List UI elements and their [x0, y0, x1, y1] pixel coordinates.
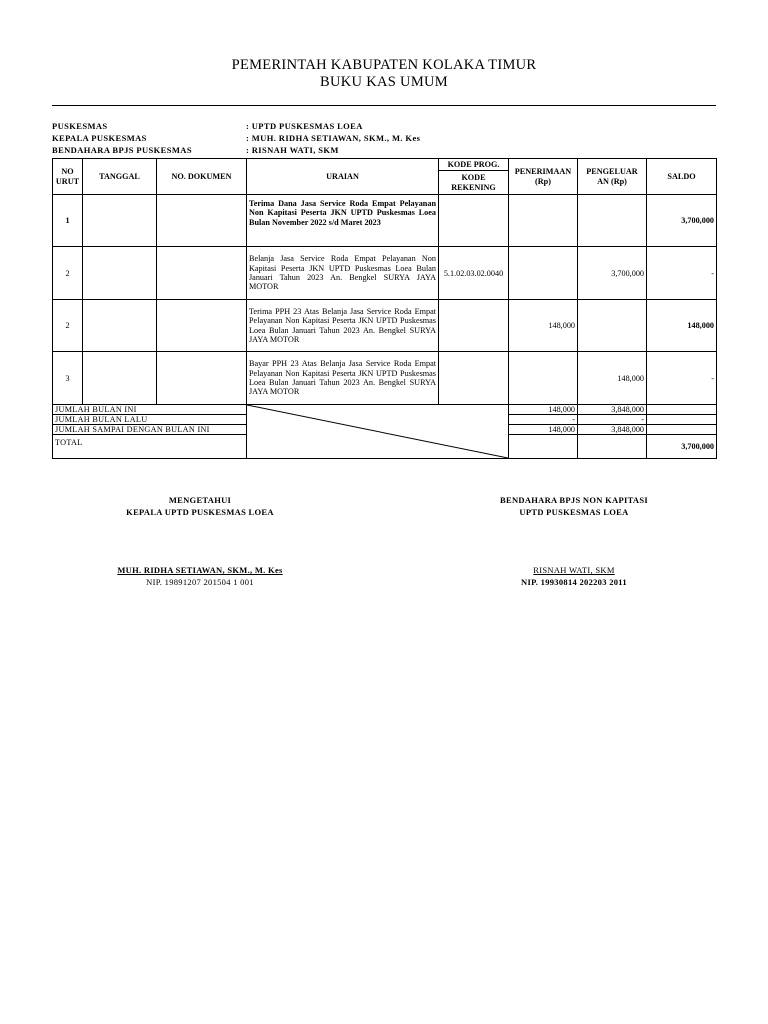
- cell-pengeluaran: [578, 195, 647, 247]
- summary-label: JUMLAH SAMPAI DENGAN BULAN INI: [53, 425, 247, 435]
- cell-tanggal: [83, 300, 157, 352]
- cell-no: 3: [53, 352, 83, 405]
- cell-pengeluaran: [578, 300, 647, 352]
- summary-saldo: 3,700,000: [647, 435, 717, 459]
- cell-kode: 5.1.02.03.02.0040: [439, 247, 509, 300]
- cell-kode: [439, 352, 509, 405]
- cell-dokumen: [157, 300, 247, 352]
- info-label: KEPALA PUSKESMAS: [52, 133, 147, 143]
- col-header-saldo: SALDO: [647, 159, 717, 195]
- summary-pengeluaran: [578, 435, 647, 459]
- cell-saldo: -: [647, 352, 717, 405]
- summary-penerimaan: -: [509, 415, 578, 425]
- diagonal-blank-cell: [247, 405, 509, 459]
- cell-dokumen: [157, 195, 247, 247]
- summary-pengeluaran: -: [578, 415, 647, 425]
- summary-label: JUMLAH BULAN LALU: [53, 415, 247, 425]
- diagonal-line: [247, 405, 508, 458]
- col-header-dokumen: NO. DOKUMEN: [157, 159, 247, 195]
- summary-label: TOTAL: [53, 435, 247, 459]
- col-header-penerimaan: PENERIMAAN (Rp): [509, 159, 578, 195]
- summary-penerimaan: 148,000: [509, 425, 578, 435]
- cell-penerimaan: 148,000: [509, 300, 578, 352]
- cell-penerimaan: [509, 247, 578, 300]
- cell-pengeluaran: 3,700,000: [578, 247, 647, 300]
- summary-row: [53, 405, 717, 415]
- info-label: BENDAHARA BPJS PUSKESMAS: [52, 145, 192, 155]
- col-header-no: NO URUT: [53, 159, 83, 195]
- sig-right-name: RISNAH WATI, SKM: [533, 565, 615, 575]
- table-row: [53, 247, 717, 300]
- col-header-tanggal: TANGGAL: [83, 159, 157, 195]
- government-title: PEMERINTAH KABUPATEN KOLAKA TIMUR: [231, 57, 537, 73]
- cell-dokumen: [157, 247, 247, 300]
- sig-right-line1: BENDAHARA BPJS NON KAPITASI: [500, 495, 648, 505]
- summary-pengeluaran: 3,848,000: [578, 425, 647, 435]
- cell-uraian: Terima PPH 23 Atas Belanja Jasa Service Roda Empat Pelayanan Non Kapitasi Peserta JKN UPTD Puskesmas Loea Bulan Januari Tahun 2023 An. Bengkel SURYA JAYA MOTOR: [247, 300, 439, 352]
- info-label: PUSKESMAS: [52, 121, 108, 131]
- col-header-pengeluaran: PENGELUAR AN (Rp): [578, 159, 647, 195]
- cell-no: 2: [53, 247, 83, 300]
- cell-saldo: 148,000: [647, 300, 717, 352]
- summary-saldo: [647, 405, 717, 415]
- cell-penerimaan: [509, 352, 578, 405]
- summary-saldo: [647, 425, 717, 435]
- cell-saldo: 3,700,000: [647, 195, 717, 247]
- cell-saldo: -: [647, 247, 717, 300]
- info-value: : UPTD PUSKESMAS LOEA: [246, 121, 363, 131]
- cell-no: 2: [53, 300, 83, 352]
- cash-book-table: [52, 158, 717, 459]
- sig-right-nip: NIP. 19930814 202203 2011: [521, 577, 627, 587]
- cell-tanggal: [83, 195, 157, 247]
- summary-penerimaan: [509, 435, 578, 459]
- sig-right-line2: UPTD PUSKESMAS LOEA: [519, 507, 629, 517]
- table-row: [53, 195, 717, 247]
- cell-dokumen: [157, 352, 247, 405]
- info-value: : RISNAH WATI, SKM: [246, 145, 339, 155]
- col-header-kode-prog: KODE PROG.: [439, 159, 509, 171]
- cell-tanggal: [83, 247, 157, 300]
- summary-label: JUMLAH BULAN INI: [53, 405, 247, 415]
- col-header-uraian: URAIAN: [247, 159, 439, 195]
- sig-left-name: MUH. RIDHA SETIAWAN, SKM., M. Kes: [117, 565, 283, 575]
- header-divider: [52, 105, 716, 106]
- cell-kode: [439, 195, 509, 247]
- summary-penerimaan: 148,000: [509, 405, 578, 415]
- table-row: [53, 300, 717, 352]
- cell-uraian: Terima Dana Jasa Service Roda Empat Pelayanan Non Kapitasi Peserta JKN UPTD Puskesmas Loea Bulan November 2022 s/d Maret 2023: [247, 195, 439, 247]
- table-row: [53, 352, 717, 405]
- cell-no: 1: [53, 195, 83, 247]
- cell-kode: [439, 300, 509, 352]
- cell-pengeluaran: 148,000: [578, 352, 647, 405]
- summary-pengeluaran: 3,848,000: [578, 405, 647, 415]
- sig-left-line2: KEPALA UPTD PUSKESMAS LOEA: [126, 507, 274, 517]
- info-value: : MUH. RIDHA SETIAWAN, SKM., M. Kes: [246, 133, 421, 143]
- col-header-kode-rekening: KODE REKENING: [439, 171, 509, 195]
- cell-uraian: Belanja Jasa Service Roda Empat Pelayanan Non Kapitasi Peserta JKN UPTD Puskesmas Loea Bulan Januari Tahun 2023 An. Bengkel SURYA JAYA MOTOR: [247, 247, 439, 300]
- cell-penerimaan: [509, 195, 578, 247]
- cell-uraian: Bayar PPH 23 Atas Belanja Jasa Service Roda Empat Pelayanan Non Kapitasi Peserta JKN UPTD Puskesmas Loea Bulan Januari Tahun 2023 An. Bengkel SURYA JAYA MOTOR: [247, 352, 439, 405]
- cell-tanggal: [83, 352, 157, 405]
- sig-left-line1: MENGETAHUI: [168, 495, 232, 505]
- sig-left-nip: NIP. 19891207 201504 1 001: [146, 577, 254, 587]
- summary-saldo: [647, 415, 717, 425]
- document-title: BUKU KAS UMUM: [320, 74, 448, 90]
